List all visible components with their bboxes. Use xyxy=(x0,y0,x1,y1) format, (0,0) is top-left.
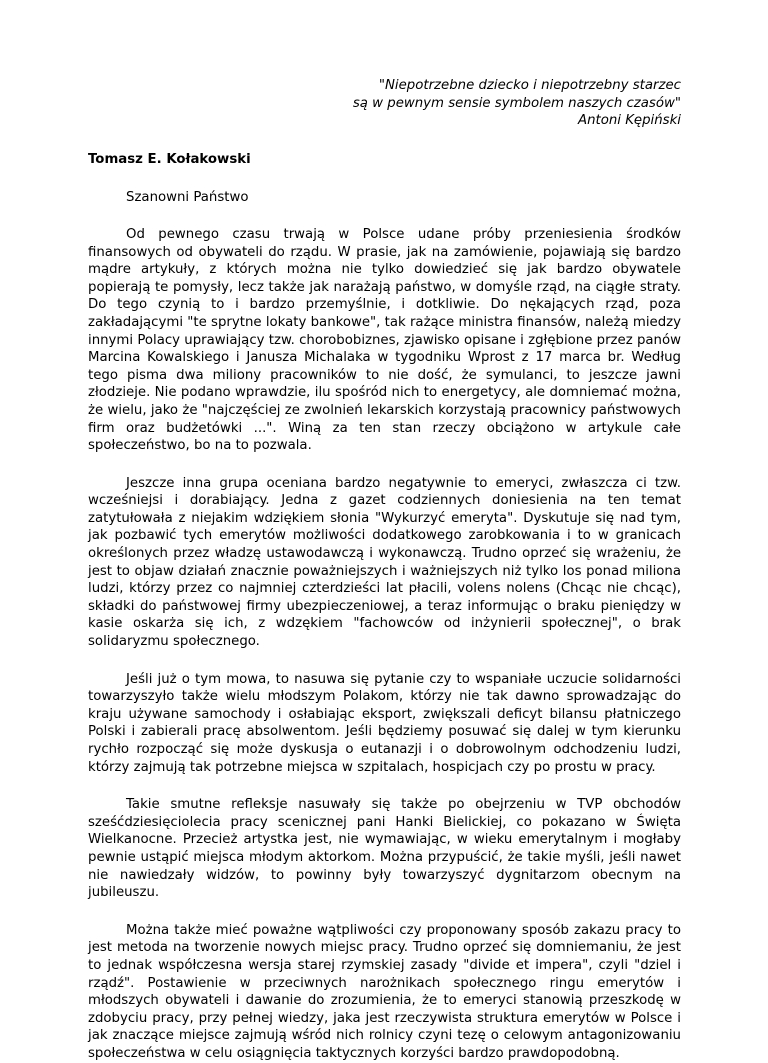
epigraph-line-1: "Niepotrzebne dziecko i niepotrzebny starzec xyxy=(378,78,681,93)
paragraph-1: Od pewnego czasu trwają w Polsce udane próby przeniesienia środków finansowych od obywateli do rządu. W prasie, jak na zamówienie, pojawiają się bardzo mądre artykuły, z których można nie tylko dowiedzieć się jak bardzo obywatele popierają te pomysły, lecz także jak narażają państwo, w domyśle rząd, na ciągłe straty. Do tego czynią to i bardzo przemyślnie, i dotkliwie. Do nękających rząd, poza zakładającymi "te sprytne lokaty bankowe", tak rażące ministra finansów, należą miedzy innymi Polacy uprawiający tzw. chorobobiznes, zjawisko opisane i zgłębione przez panów Marcina Kowalskiego i Janusza Michalaka w tygodniku Wprost z 17 marca br. Według tego pisma dwa miliony pracowników to nie dość, że symulanci, to jeszcze jawni złodzieje. Nie podano wprawdzie, ilu spośród nich to energetycy, ale domniemać można, że wielu, jako że "najczęściej ze zwolnień lekarskich korzystają pracownicy państwowych firm oraz budżetówki ...". Winą za ten stan rzeczy obciążono w artykule całe społeczeństwo, bo na to pozwala. xyxy=(88,226,681,454)
paragraph-3: Jeśli już o tym mowa, to nasuwa się pytanie czy to wspaniałe uczucie solidarności towarzyszyło także wielu młodszym Polakom, którzy nie tak dawno sprowadzając do kraju używane samochody i osłabiając eksport, zwiększali deficyt bilansu płatniczego Polski i zabierali pracę absolwentom. Jeśli będziemy posuwać się dalej w tym kierunku rychło rozpocząć się może dyskusja o eutanazji i o dobrowolnym odchodzeniu ludzi, którzy zajmują tak potrzebne miejsca w szpitalach, hospicjach czy po prostu w pracy. xyxy=(88,671,681,775)
author-name: Tomasz E. Kołakowski xyxy=(88,151,251,167)
paragraph-4: Takie smutne refleksje nasuwały się także po obejrzeniu w TVP obchodów sześćdziesięciolecia pracy scenicznej pani Hanki Bielickiej, co pokazano w Święta Wielkanocne. Przecież artystka jest, nie wymawiając, w wieku emerytalnym i mogłaby pewnie ustąpić miejsca młodym aktorkom. Można przypuścić, że takie myśli, jeśli nawet nie nawiedzały widzów, to powinny były towarzyszyć dygnitarzom obecnym na jubileuszu. xyxy=(88,797,681,901)
paragraph-2: Jeszcze inna grupa oceniana bardzo negatywnie to emeryci, zwłaszcza ci tzw. wcześniejsi i dorabiający. Jedna z gazet codziennych doniesienia na ten temat zatytułowała z niejakim wdziękiem słonia "Wykurzyć emeryta". Dyskutuje się nad tym, jak pozbawić tych emerytów możliwości dodatkowego zarobkowania i to w granicach określonych przez władzę ustawodawczą i wykonawczą. Trudno oprzeć się wrażeniu, że jest to objaw działań znacznie poważniejszych i ważniejszych niż tylko los ponad miliona ludzi, którzy przez co najmniej czterdzieści lat płacili, volens nolens (Chcąc nie chcąc), składki do państwowej firmy ubezpieczeniowej, a teraz informując o braku pieniędzy w kasie oskarża się ich, z wdzękiem "fachowców od inżynierii społecznej", o brak solidaryzmu społecznego. xyxy=(88,475,681,650)
document-page xyxy=(88,0,681,1063)
paragraph-5: Można także mieć poważne wątpliwości czy proponowany sposób zakazu pracy to jest metoda na tworzenie nowych miejsc pracy. Trudno oprzeć się domniemaniu, że jest to jednak współczesna wersja starej rzymskiej zasady "divide et impera", czyli "dziel i rządź". Postawienie w przeciwnych narożnikach społecznego ringu emerytów i młodszych obywateli i dawanie do zrozumienia, że to emeryci stanowią przeszkodę w zdobyciu pracy, przy pełnej wiedzy, jaka jest rzeczywista struktura emerytów w Polsce i jak znaczące miejsce zajmują wśród nich rolnicy czyni tezę o celowym antagonizowaniu społeczeństwa w celu osiągnięcia taktycznych korzyści bardzo prawdopodobną. xyxy=(88,922,681,1061)
epigraph xyxy=(88,77,681,130)
epigraph-line-2: są w pewnym sensie symbolem naszych czasów" xyxy=(352,95,681,111)
epigraph-attribution: Antoni Kępiński xyxy=(577,113,681,129)
salutation: Szanowni Państwo xyxy=(126,190,249,206)
